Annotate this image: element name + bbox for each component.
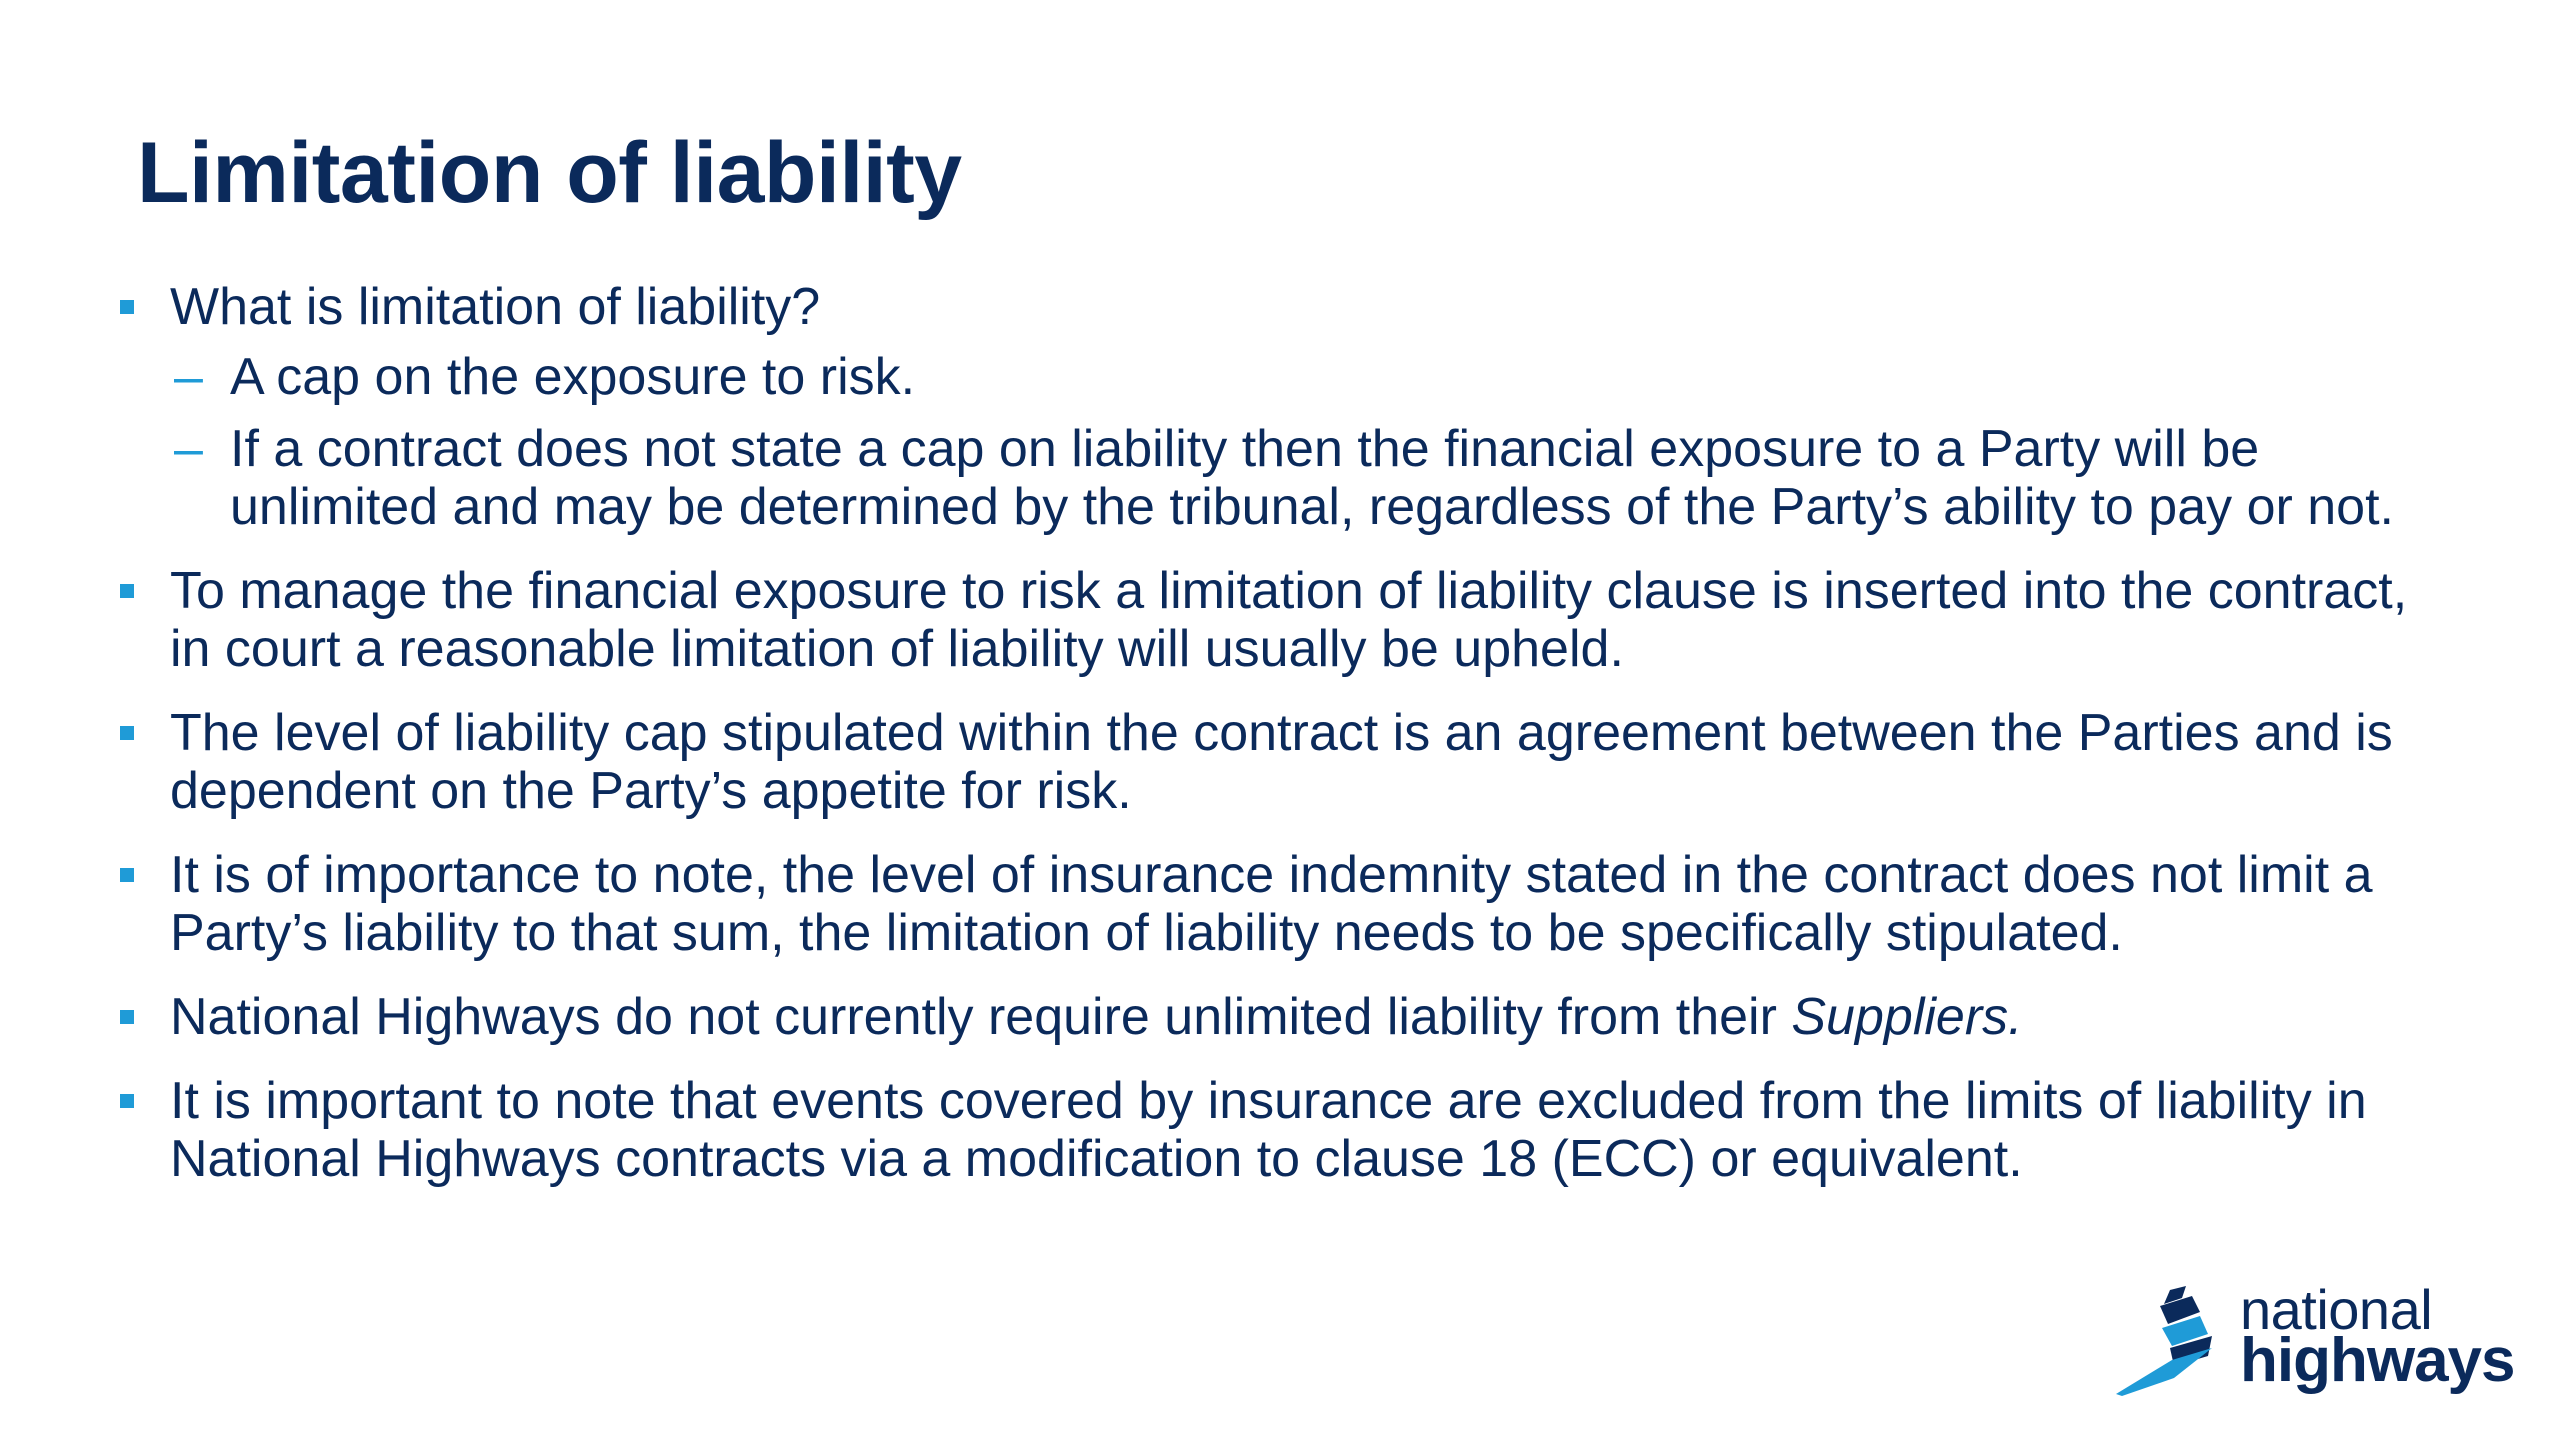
- dash-bullet-icon: –: [174, 420, 203, 478]
- bullet-text: It is of importance to note, the level of insurance indemnity stated in the contract does not limit a Party’s liability to that sum, the limitation of liability needs to be specifically stipulated.: [170, 846, 2373, 962]
- bullet-item: [117, 278, 2447, 536]
- bullet-text: It is important to note that events covered by insurance are excluded from the limits of liability in National Highways contracts via a modification to clause 18 (ECC) or equivalent.: [170, 1072, 2367, 1188]
- sub-bullet-item: [170, 348, 2447, 406]
- bullet-item: [117, 846, 2447, 962]
- dash-bullet-icon: –: [174, 348, 203, 406]
- logo-wordmark-highways: highways: [2240, 1326, 2515, 1395]
- square-bullet-icon: [120, 726, 134, 740]
- bullet-item: [117, 562, 2447, 678]
- bullet-text: What is limitation of liability?: [170, 278, 821, 336]
- sub-bullet-text: If a contract does not state a cap on liability then the financial exposure to a Party will be unlimited and may be determined by the tribunal, regardless of the Party’s ability to pay or not.: [230, 420, 2394, 536]
- national-highways-logo-icon: [2112, 1282, 2232, 1402]
- bullet-item: [117, 704, 2447, 820]
- square-bullet-icon: [120, 1094, 134, 1108]
- bullet-text: National Highways do not currently require unlimited liability from their: [170, 988, 1792, 1046]
- bullet-list: [117, 278, 2447, 1214]
- sub-bullet-list: [170, 348, 2447, 536]
- logo-wordmark-national: national: [2240, 1278, 2433, 1341]
- national-highways-logo: [2112, 1278, 2515, 1402]
- bullet-italic-text: Suppliers.: [1791, 988, 2023, 1046]
- slide-title: Limitation of liability: [137, 125, 962, 221]
- square-bullet-icon: [120, 868, 134, 882]
- square-bullet-icon: [120, 1010, 134, 1024]
- sub-bullet-text: A cap on the exposure to risk.: [230, 348, 916, 406]
- square-bullet-icon: [120, 584, 134, 598]
- bullet-text: The level of liability cap stipulated within the contract is an agreement between the Parties and is dependent on the Party’s appetite for risk.: [170, 704, 2393, 820]
- bullet-item: [117, 1072, 2447, 1188]
- square-bullet-icon: [120, 300, 134, 314]
- sub-bullet-item: [170, 420, 2447, 536]
- bullet-item: [117, 988, 2447, 1046]
- bullet-text: To manage the financial exposure to risk a limitation of liability clause is inserted into the contract, in court a reasonable limitation of liability will usually be upheld.: [170, 562, 2408, 678]
